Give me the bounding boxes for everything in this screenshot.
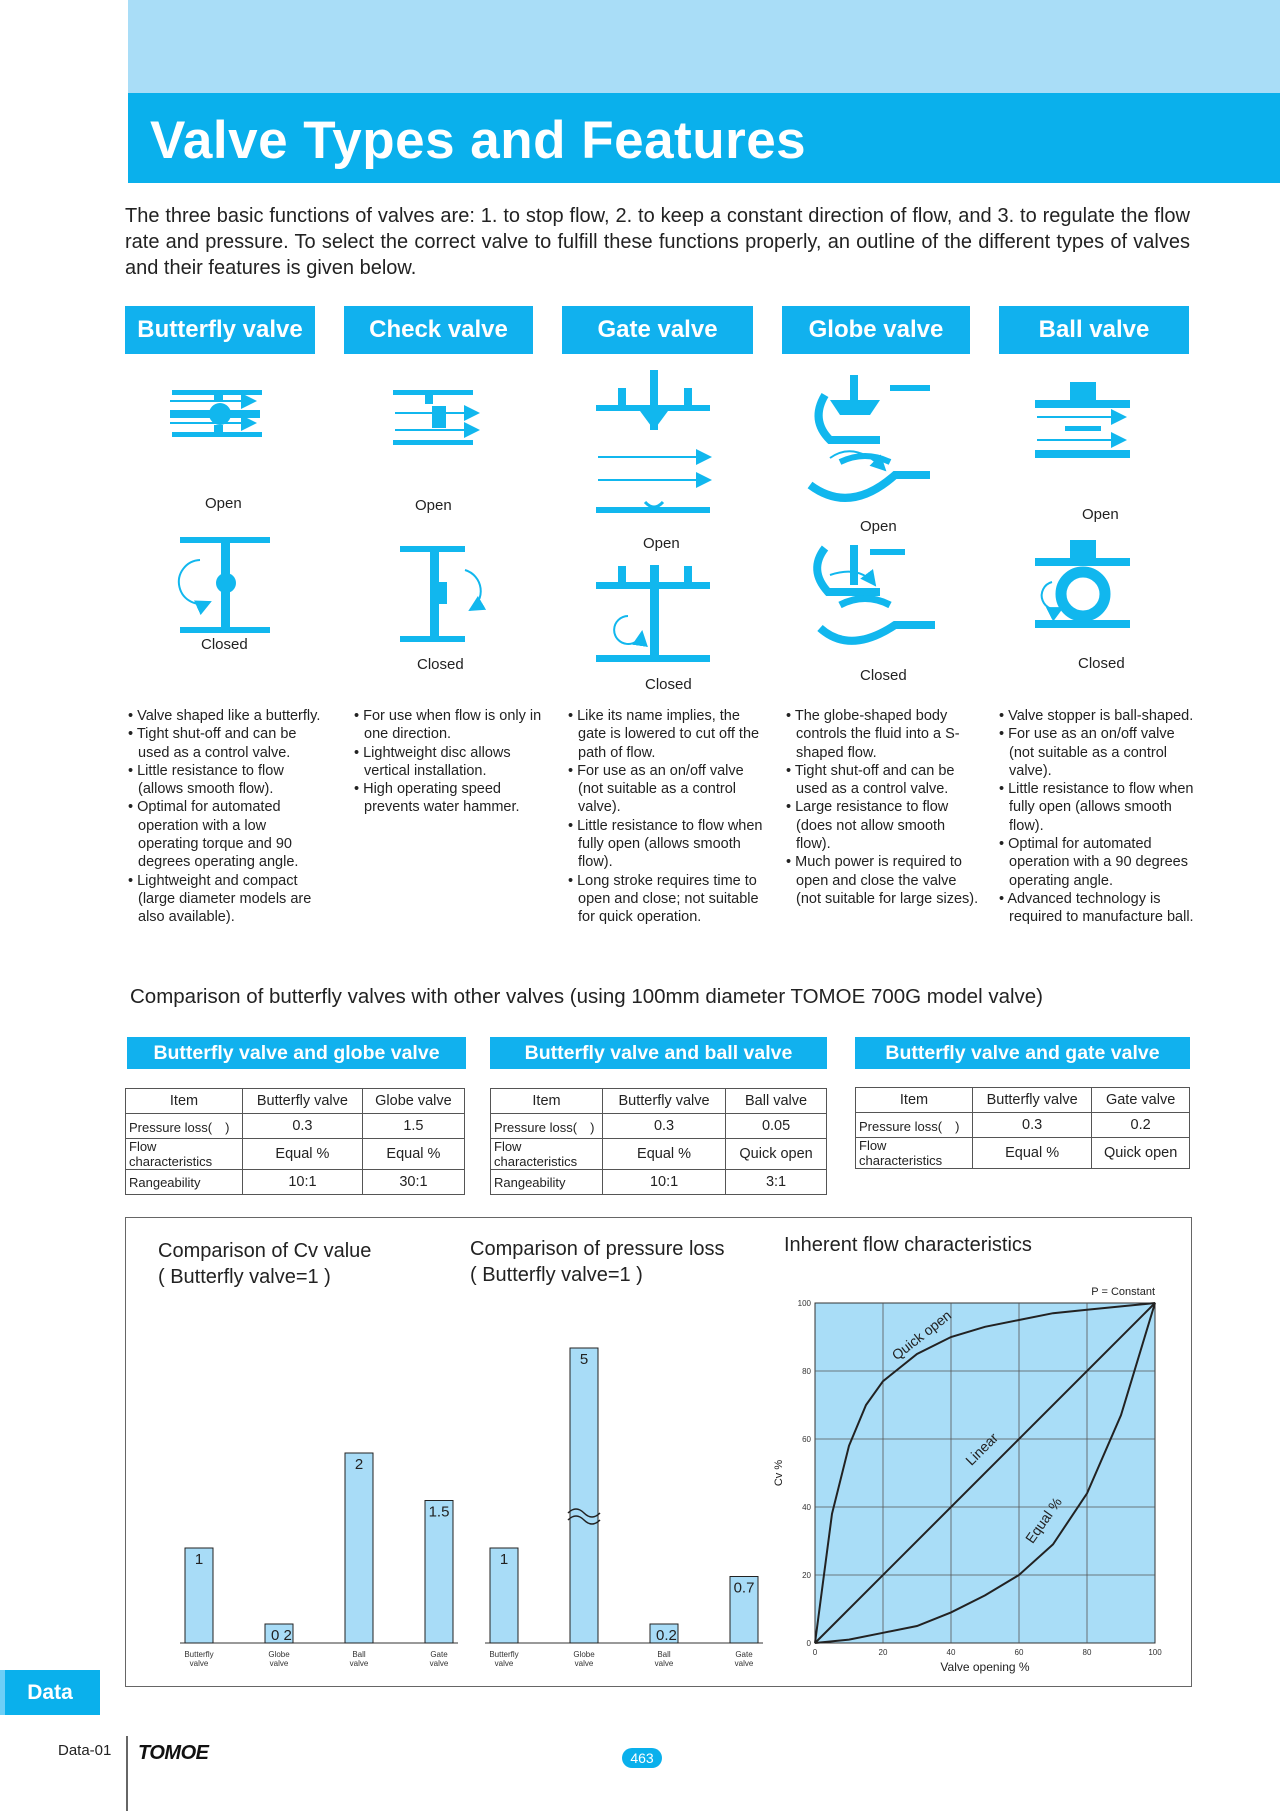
y-tick-label: 0 [806,1639,811,1648]
list-item: • Lightweight disc allows vertical installation. [354,744,554,781]
list-item: • Optimal for automated operation with a 90 degrees operating angle. [999,835,1199,890]
tick-label: valve [574,1659,594,1668]
gate-closed-label: Closed [645,676,692,693]
butterfly-open-icon [170,390,262,437]
table-row: Rangeability 10:1 3:1 [491,1170,827,1195]
list-item: • Much power is required to open and close the valve (not suitable for large sizes). [786,853,981,908]
data-label: 0.7 [733,1579,755,1597]
x-tick-label: 0 [812,1648,818,1657]
tomoe-logo: TOMOE [138,1742,209,1764]
list-item: • Advanced technology is required to manufacture ball. [999,890,1199,927]
table-row: Flow characteristics Equal % Equal % [126,1139,465,1170]
cv-chart [180,1310,450,1680]
tick-label: valve [349,1659,369,1668]
y-tick-label: 60 [802,1435,811,1444]
bar [345,1453,373,1643]
cv-chart-title: Comparison of Cv value ( Butterfly valve=1 ) [158,1240,372,1288]
gate-features [568,707,768,927]
y-tick-label: 80 [802,1367,811,1376]
check-closed-icon [400,546,481,642]
sidebar-data-tab[interactable]: Data [0,1670,100,1715]
butterfly-closed-icon [179,537,270,633]
list-item: • Tight shut-off and can be used as a control valve. [786,762,981,799]
data-label: 2 [354,1456,364,1473]
y-tick-label: 40 [802,1503,811,1512]
list-item: • Lightweight and compact (large diameter models are also available). [128,872,323,927]
tab-check-valve: Check valve [344,306,533,354]
list-item: • The globe-shaped body controls the fluid into a S-shaped flow. [786,707,981,762]
tick-label: Butterfly [184,1650,214,1659]
series-label: Equal % [1021,1494,1065,1547]
table-row: Pressure loss( ) 0.3 1.5 [126,1114,465,1139]
table-row: Flow characteristics Equal % Quick open [856,1138,1190,1169]
flow-chart-title: Inherent flow characteristics [784,1234,1032,1256]
list-item: • Little resistance to flow when fully open (allows smooth flow). [568,817,768,872]
list-item: • Optimal for automated operation with a low operating torque and 90 degrees operating angle. [128,798,323,871]
table-row: Flow characteristics Equal % Quick open [491,1139,827,1170]
comparison-table-globe: Item Butterfly valve Globe valve Pressure loss( ) 0.3 1.5 Flow characteristics Equal % Equal % Rangeability 10:1 30:1 [125,1088,465,1195]
chart-note: P = Constant [1091,1286,1155,1298]
globe-closed-label: Closed [860,667,907,684]
butterfly-features [128,707,323,927]
page-number: 463 [622,1748,662,1768]
header-band [128,0,1280,93]
tick-label: Globe [268,1650,290,1659]
pressure-chart-title: Comparison of pressure loss ( Butterfly valve=1 ) [470,1238,725,1286]
ball-closed-label: Closed [1078,655,1125,672]
footer-page-id: Data-01 [58,1742,112,1759]
x-tick-label: 80 [1082,1648,1092,1657]
tick-label: Gate [430,1650,448,1659]
ball-open-label: Open [1082,506,1119,523]
gate-closed-icon [596,565,710,662]
list-item: • For use as an on/off valve (not suitable as a control valve). [568,762,768,817]
tab-globe-valve: Globe valve [782,306,970,354]
list-item: • Large resistance to flow (does not allow smooth flow). [786,798,981,853]
x-axis-label: Valve opening % [940,1660,1030,1674]
comparison-table-ball: Item Butterfly valve Ball valve Pressure loss( ) 0.3 0.05 Flow characteristics Equal % Quick open Rangeability 10:1 3:1 [490,1088,827,1195]
series-label: Linear [962,1429,1002,1469]
gate-open-icon [596,370,710,513]
ball-closed-icon [1035,540,1130,628]
tab-butterfly-globe: Butterfly valve and globe valve [127,1037,466,1069]
comparison-table-gate: Item Butterfly valve Gate valve Pressure loss( ) 0.3 0.2 Flow characteristics Equal % Quick open [855,1087,1190,1169]
ball-features [999,707,1199,927]
table-row: Pressure loss( ) 0.3 0.2 [856,1113,1190,1138]
valve-diagrams [0,370,1280,700]
check-closed-label: Closed [417,656,464,673]
list-item: • Little resistance to flow when fully open (allows smooth flow). [999,780,1199,835]
tick-label: valve [189,1659,209,1668]
check-open-label: Open [415,497,452,514]
list-item: • For use when flow is only in one direction. [354,707,554,744]
table-row: Pressure loss( ) 0.3 0.05 [491,1114,827,1139]
tick-label: valve [654,1659,674,1668]
x-tick-label: 20 [878,1648,888,1657]
series-label: Quick open [888,1306,955,1364]
list-item: • Little resistance to flow (allows smooth flow). [128,762,323,799]
tick-label: valve [494,1659,514,1668]
check-open-icon [393,390,478,445]
gate-open-label: Open [643,535,680,552]
list-item: • Long stroke requires time to open and close; not suitable for quick operation. [568,872,768,927]
bar [425,1501,453,1644]
y-tick-label: 100 [797,1299,811,1308]
data-label: 0.2 [656,1627,677,1644]
data-label: 0 2 [271,1627,292,1644]
tab-butterfly-gate: Butterfly valve and gate valve [855,1037,1190,1069]
y-axis-label: Cv % [773,1459,785,1487]
comparison-title: Comparison of butterfly valves with other valves (using 100mm diameter TOMOE 700G model valve) [130,985,1044,1008]
list-item: • For use as an on/off valve (not suitable as a control valve). [999,725,1199,780]
tab-butterfly-valve: Butterfly valve [125,306,315,354]
data-label: 1 [194,1551,204,1568]
globe-features [786,707,981,908]
y-tick-label: 20 [802,1571,811,1580]
sidebar-strip [0,1670,5,1715]
tick-label: Ball [352,1650,366,1659]
page-title: Valve Types and Features [150,111,807,170]
table-row: Rangeability 10:1 30:1 [126,1170,465,1195]
x-tick-label: 100 [1148,1648,1162,1657]
butterfly-open-label: Open [205,495,242,512]
list-item: • High operating speed prevents water hammer. [354,780,554,817]
x-tick-label: 40 [946,1648,956,1657]
globe-closed-icon [817,545,935,641]
globe-open-label: Open [860,518,897,535]
tab-butterfly-ball: Butterfly valve and ball valve [490,1037,827,1069]
list-item: • Tight shut-off and can be used as a control valve. [128,725,323,762]
x-tick-label: 60 [1014,1648,1024,1657]
globe-open-icon [810,375,930,498]
tick-label: valve [429,1659,449,1668]
tick-label: Ball [657,1650,671,1659]
data-label: 1.5 [428,1503,450,1521]
tab-gate-valve: Gate valve [562,306,753,354]
tick-label: valve [269,1659,289,1668]
tick-label: Gate [735,1650,753,1659]
pressure-loss-chart [485,1300,755,1680]
footer-divider [126,1736,128,1811]
intro-paragraph: The three basic functions of valves are: 1. to stop flow, 2. to keep a constant direction of flow, and 3. to regulate the flow rate and pressure. To select the correct valve to fulfill these functions properly, an outline of the different types of valves and their features is given below. [125,205,1190,279]
tab-ball-valve: Ball valve [999,306,1189,354]
bar [570,1348,598,1643]
data-label: 5 [579,1351,589,1368]
list-item: • Valve stopper is ball-shaped. [999,707,1199,725]
tick-label: Globe [573,1650,595,1659]
list-item: • Valve shaped like a butterfly. [128,707,323,725]
list-item: • Like its name implies, the gate is lowered to cut off the path of flow. [568,707,768,762]
tick-label: valve [734,1659,754,1668]
butterfly-closed-label: Closed [201,636,248,653]
data-label: 1 [499,1551,509,1568]
ball-open-icon [1035,382,1130,458]
check-features [354,707,554,817]
flow-characteristics-chart [770,1280,1170,1680]
tick-label: Butterfly [489,1650,519,1659]
